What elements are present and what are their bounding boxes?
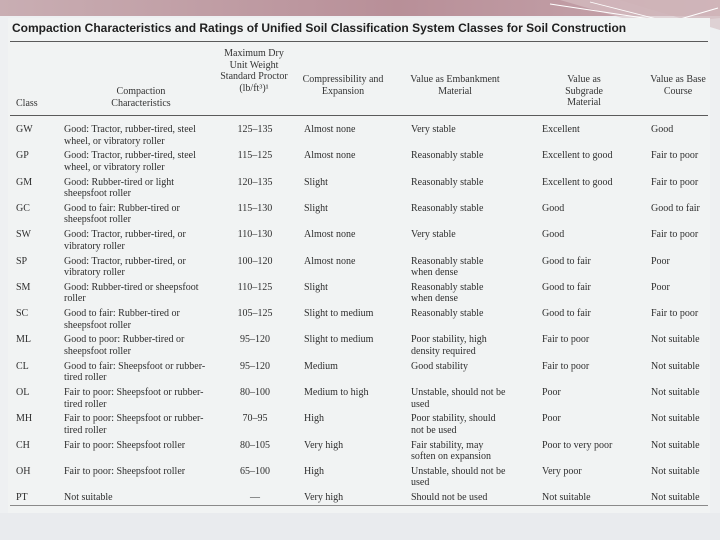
class-cell: GM bbox=[16, 176, 33, 188]
embankment-cell: Poor stability, high density required bbox=[411, 334, 487, 357]
compaction-cell: Good to fair: Rubber-tired or sheepsfoot roller bbox=[64, 202, 180, 226]
unit-weight-cell: 110–125 bbox=[237, 281, 273, 293]
class-cell: GC bbox=[16, 202, 30, 214]
base-course-cell: Poor bbox=[651, 255, 670, 267]
compaction-cell: Good to fair: Sheepsfoot or rubber-tired roller bbox=[64, 360, 206, 384]
slide-bottom-bar bbox=[0, 513, 720, 540]
unit-weight-cell: 105–125 bbox=[237, 308, 273, 320]
base-course-cell: Not suitable bbox=[651, 439, 700, 451]
base-course-cell: Fair to poor bbox=[651, 308, 699, 320]
compressibility-cell: Very high bbox=[304, 439, 344, 451]
header-class: Class bbox=[16, 98, 38, 109]
compressibility-cell: Almost none bbox=[304, 124, 356, 135]
base-course-cell: Not suitable bbox=[651, 492, 700, 504]
class-cell: SC bbox=[16, 308, 29, 320]
unit-weight-cell: 70–95 bbox=[242, 413, 268, 425]
unit-weight-cell: 95–120 bbox=[240, 360, 270, 372]
embankment-cell: Reasonably stable when dense bbox=[411, 281, 484, 305]
compaction-cell: Good: Rubber-tired or sheepsfoot roller bbox=[64, 281, 199, 305]
header-base-course: Value as Base Course bbox=[650, 74, 706, 97]
header-compaction: Compaction Characteristics bbox=[111, 86, 171, 109]
compaction-cell: Fair to poor: Sheepsfoot roller bbox=[64, 465, 186, 477]
unit-weight-cell: 115–130 bbox=[237, 202, 273, 214]
unit-weight-cell: 120–135 bbox=[237, 176, 273, 188]
subgrade-cell: Excellent to good bbox=[542, 150, 613, 162]
subgrade-cell: Good to fair bbox=[542, 281, 591, 293]
header-compressibility: Compressibility and Expansion bbox=[302, 74, 384, 97]
class-cell: ML bbox=[16, 334, 31, 346]
subgrade-cell: Excellent to good bbox=[542, 176, 613, 188]
class-cell: OH bbox=[16, 465, 31, 477]
class-cell: SW bbox=[16, 229, 31, 241]
bottom-rule bbox=[10, 505, 708, 506]
table-document bbox=[8, 18, 710, 513]
unit-weight-cell: 80–100 bbox=[240, 387, 270, 398]
compressibility-cell: Medium bbox=[304, 360, 338, 372]
unit-weight-cell: — bbox=[250, 492, 260, 504]
base-course-cell: Poor bbox=[651, 281, 670, 293]
embankment-cell: Unstable, should not be used bbox=[411, 387, 506, 410]
base-course-cell: Not suitable bbox=[651, 334, 700, 346]
unit-weight-cell: 80–105 bbox=[240, 439, 270, 451]
subgrade-cell: Good bbox=[542, 202, 565, 214]
unit-weight-cell: 95–120 bbox=[240, 334, 270, 346]
embankment-cell: Very stable bbox=[411, 229, 456, 241]
embankment-cell: Reasonably stable bbox=[411, 308, 484, 320]
base-course-cell: Not suitable bbox=[651, 413, 700, 425]
compressibility-cell: Slight to medium bbox=[304, 334, 374, 346]
embankment-cell: Should not be used bbox=[411, 492, 488, 504]
compaction-cell: Good: Tractor, rubber-tired, steel wheel, or vibratory roller bbox=[64, 124, 196, 147]
subgrade-cell: Good to fair bbox=[542, 255, 591, 267]
class-cell: OL bbox=[16, 387, 30, 398]
class-cell: SM bbox=[16, 281, 31, 293]
compaction-cell: Not suitable bbox=[64, 492, 113, 504]
class-cell: SP bbox=[16, 255, 28, 267]
table-title: Compaction Characteristics and Ratings of Unified Soil Classification System Classes for Soil Construction bbox=[12, 21, 627, 35]
embankment-cell: Very stable bbox=[411, 124, 456, 135]
subgrade-cell: Very poor bbox=[542, 465, 582, 477]
embankment-cell: Reasonably stable bbox=[411, 202, 484, 214]
base-course-cell: Fair to poor bbox=[651, 229, 699, 241]
embankment-cell: Poor stability, should not be used bbox=[411, 413, 496, 436]
unit-weight-cell: 100–120 bbox=[237, 255, 273, 267]
compressibility-cell: Very high bbox=[304, 492, 344, 504]
subgrade-cell: Poor to very poor bbox=[542, 439, 613, 451]
base-course-cell: Not suitable bbox=[651, 360, 700, 372]
compaction-cell: Good: Tractor, rubber-tired, steel wheel, or vibratory roller bbox=[64, 150, 196, 173]
unit-weight-cell: 115–125 bbox=[237, 150, 273, 162]
embankment-cell: Reasonably stable when dense bbox=[411, 255, 484, 278]
embankment-cell: Reasonably stable bbox=[411, 176, 484, 188]
subgrade-cell: Excellent bbox=[542, 124, 580, 135]
unit-weight-cell: 110–130 bbox=[237, 229, 273, 241]
base-course-cell: Good to fair bbox=[651, 202, 700, 214]
header-subgrade: Value as Subgrade Material bbox=[565, 74, 603, 108]
subgrade-cell: Fair to poor bbox=[542, 334, 590, 346]
compressibility-cell: Slight to medium bbox=[304, 308, 374, 320]
subgrade-cell: Not suitable bbox=[542, 492, 591, 504]
compressibility-cell: High bbox=[304, 465, 324, 477]
class-cell: PT bbox=[16, 492, 28, 504]
compaction-cell: Fair to poor: Sheepsfoot or rubber-tired roller bbox=[64, 413, 204, 436]
subgrade-cell: Poor bbox=[542, 413, 561, 425]
compaction-cell: Good: Tractor, rubber-tired, or vibratory roller bbox=[64, 255, 186, 278]
compressibility-cell: Slight bbox=[304, 281, 328, 293]
class-cell: CH bbox=[16, 439, 30, 451]
compressibility-cell: Almost none bbox=[304, 229, 356, 241]
title-rule bbox=[10, 41, 708, 42]
base-course-cell: Fair to poor bbox=[651, 150, 699, 162]
embankment-cell: Unstable, should not be used bbox=[411, 465, 506, 489]
subgrade-cell: Good bbox=[542, 229, 565, 241]
header-embankment: Value as Embankment Material bbox=[410, 74, 500, 97]
class-cell: CL bbox=[16, 360, 29, 372]
embankment-cell: Fair stability, may soften on expansion bbox=[411, 439, 491, 463]
class-cell: GP bbox=[16, 150, 29, 162]
embankment-cell: Good stability bbox=[411, 360, 468, 372]
class-cell: GW bbox=[16, 124, 33, 135]
compressibility-cell: Slight bbox=[304, 176, 328, 188]
unit-weight-cell: 125–135 bbox=[237, 124, 273, 135]
unit-weight-cell: 65–100 bbox=[240, 465, 270, 477]
base-course-cell: Fair to poor bbox=[651, 176, 699, 188]
compressibility-cell: High bbox=[304, 413, 324, 425]
subgrade-cell: Good to fair bbox=[542, 308, 591, 320]
class-cell: MH bbox=[16, 413, 33, 425]
compressibility-cell: Almost none bbox=[304, 255, 356, 267]
compaction-cell: Good to poor: Rubber-tired or sheepsfoot roller bbox=[64, 334, 185, 357]
compressibility-cell: Medium to high bbox=[304, 387, 369, 398]
subgrade-cell: Poor bbox=[542, 387, 561, 398]
compressibility-cell: Almost none bbox=[304, 150, 356, 162]
compaction-cell: Good: Rubber-tired or light sheepsfoot roller bbox=[64, 176, 175, 200]
compaction-cell: Good: Tractor, rubber-tired, or vibratory roller bbox=[64, 229, 186, 252]
compaction-cell: Fair to poor: Sheepsfoot or rubber-tired roller bbox=[64, 387, 204, 410]
compressibility-cell: Slight bbox=[304, 202, 328, 214]
embankment-cell: Reasonably stable bbox=[411, 150, 484, 162]
base-course-cell: Good bbox=[651, 124, 674, 135]
header-max-dry-unit-weight: Maximum Dry Unit Weight Standard Proctor (lb/ft³)¹ bbox=[220, 48, 288, 94]
compaction-cell: Good to fair: Rubber-tired or sheepsfoot roller bbox=[64, 308, 180, 331]
compaction-cell: Fair to poor: Sheepsfoot roller bbox=[64, 439, 186, 451]
subgrade-cell: Fair to poor bbox=[542, 360, 590, 372]
base-course-cell: Not suitable bbox=[651, 465, 700, 477]
header-rule bbox=[10, 115, 708, 116]
base-course-cell: Not suitable bbox=[651, 387, 700, 398]
